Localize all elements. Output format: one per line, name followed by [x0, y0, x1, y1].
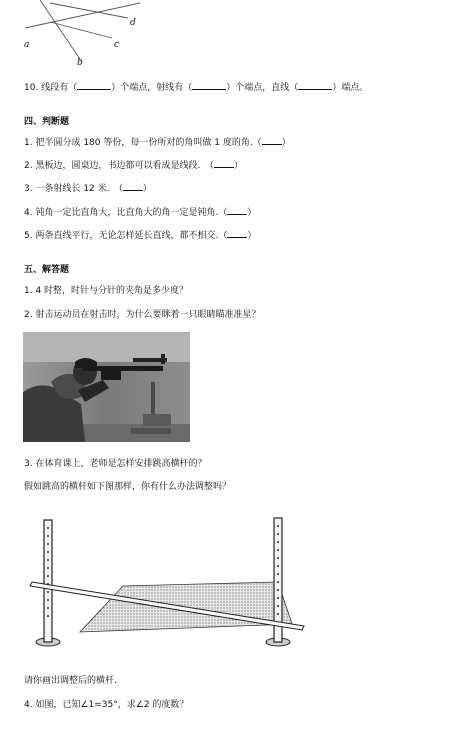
answer-question-3: 3. 在体育课上，老师是怎样安排跳高横杆的？ — [24, 459, 207, 469]
judge-item-3: 3. 一条射线长 12 米. （ ） — [24, 184, 153, 194]
answer-blank[interactable] — [227, 214, 247, 215]
section-4-title: 四、判断题 — [24, 117, 70, 127]
line-d — [50, 3, 128, 18]
line-c — [50, 22, 112, 38]
line-b — [40, 0, 82, 62]
answer-blank[interactable] — [262, 144, 282, 145]
judge-item-5: 5. 两条直线平行，无论怎样延长直线，都不相交.（ ） — [24, 231, 257, 241]
judge-item-4: 4. 钝角一定比直角大，比直角大的角一定是钝角.（ ） — [24, 208, 257, 218]
line-a — [25, 3, 140, 28]
label-a: a — [24, 40, 30, 50]
high-jump-figure — [28, 514, 310, 654]
label-b: b — [77, 58, 83, 68]
answer-blank[interactable] — [192, 89, 226, 90]
answer-blank[interactable] — [227, 237, 247, 238]
label-c: c — [114, 40, 120, 50]
label-d: d — [130, 18, 136, 28]
question-3-sub: 假如跳高的横杆如下图那样，你有什么办法调整吗？ — [24, 482, 232, 492]
question-10: 10. 线段有（ ）个端点，射线有（ ）个端点，直线（ ）端点。 — [24, 83, 369, 93]
judge-item-1: 1. 把半圆分成 180 等份，每一份所对的角叫做 1 度的角.（ ） — [24, 138, 291, 148]
answer-blank[interactable] — [123, 190, 143, 191]
lines-figure — [20, 0, 150, 72]
answer-blank[interactable] — [77, 89, 111, 90]
answer-blank[interactable] — [214, 167, 234, 168]
answer-question-2: 2. 射击运动员在射击时，为什么要眯着一只眼睛瞄准准星？ — [24, 310, 261, 320]
answer-blank[interactable] — [298, 89, 332, 90]
answer-question-1: 1. 4 时整，时针与分针的夹角是多少度？ — [24, 286, 189, 296]
answer-question-4: 4. 如图，已知∠1=35°，求∠2 的度数？ — [24, 700, 189, 710]
shooter-photo — [23, 332, 190, 442]
section-5-title: 五、解答题 — [24, 265, 70, 275]
judge-item-2: 2. 黑板边，圆桌边，书边都可以看成是线段. （ ） — [24, 161, 243, 171]
question-3-draw: 请你画出调整后的横杆. — [24, 676, 117, 686]
